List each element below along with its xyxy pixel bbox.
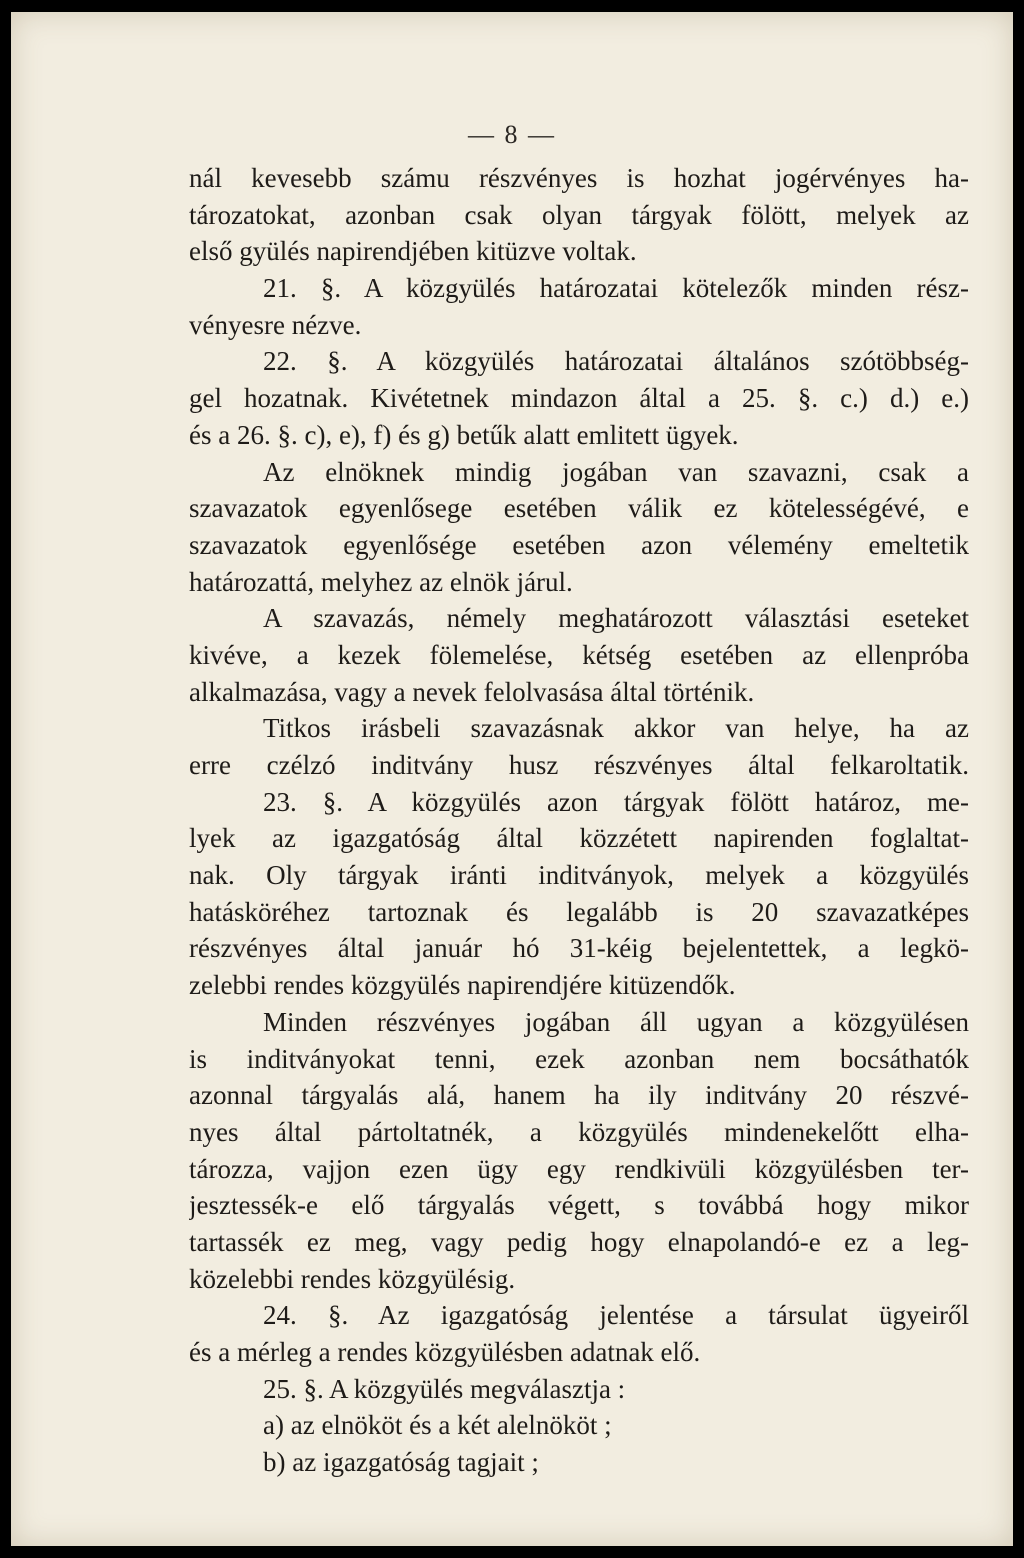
text-line: lyek az igazgatóság által közzétett napirenden foglaltat- (189, 823, 969, 854)
page-number: — 8 — (468, 120, 556, 149)
text-line: jesztessék-e elő tárgyalás végett, s továbbá hogy mikor (189, 1190, 969, 1221)
text-line: A szavazás, némely meghatározott választási eseteket (263, 603, 969, 634)
text-line: és a 26. §. c), e), f) és g) betűk alatt emlitett ügyek. (189, 419, 739, 450)
text-line: Minden részvényes jogában áll ugyan a közgyülésen (263, 1006, 969, 1037)
text-line: Titkos irásbeli szavazásnak akkor van helye, ha az (263, 713, 969, 744)
text-line: nak. Oly tárgyak iránti inditványok, melyek a közgyülés (189, 860, 969, 891)
text-line: 21. §. A közgyülés határozatai kötelezők minden rész- (263, 273, 969, 304)
text-line: 24. §. Az igazgatóság jelentése a társulat ügyeiről (263, 1300, 969, 1331)
body-text (189, 160, 969, 1481)
text-line: kivéve, a kezek fölemelése, kétség esetében az ellenpróba (189, 639, 969, 670)
text-line: szavazatok egyenlősege esetében válik ez kötelességévé, e (189, 493, 969, 524)
text-line: azonnal tárgyalás alá, hanem ha ily inditvány 20 részvé- (189, 1080, 969, 1111)
text-line: részvényes által január hó 31-kéig bejelentettek, a legkö- (189, 933, 969, 964)
text-line: tározatokat, azonban csak olyan tárgyak fölött, melyek az (189, 199, 969, 230)
text-line: első gyülés napirendjében kitüzve voltak. (189, 236, 637, 267)
text-line: nyes által pártoltatnék, a közgyülés mindenekelőtt elha- (189, 1116, 969, 1147)
text-line: tározza, vajjon ezen ügy egy rendkivüli közgyülésben ter- (189, 1153, 969, 1184)
text-line: és a mérleg a rendes közgyülésben adatnak elő. (189, 1337, 701, 1367)
text-line: 23. §. A közgyülés azon tárgyak fölött határoz, me- (263, 786, 969, 817)
text-line: Az elnöknek mindig jogában van szavazni, csak a (263, 456, 969, 487)
text-line: határozattá, melyhez az elnök járul. (189, 566, 573, 597)
text-line: szavazatok egyenlősége esetében azon vélemény emeltetik (189, 529, 969, 560)
list-item: a) az elnököt és a két alelnököt ; (263, 1410, 612, 1441)
text-line: is inditványokat tenni, ezek azonban nem bocsáthatók (189, 1043, 969, 1074)
text-line: zelebbi rendes közgyülés napirendjére kitüzendők. (189, 970, 736, 1001)
text-line: tartassék ez meg, vagy pedig hogy elnapolandó-e ez a leg- (189, 1226, 969, 1257)
text-line: hatásköréhez tartoznak és legalább is 20 szavazatképes (189, 896, 969, 927)
text-line: vényesre nézve. (189, 309, 362, 340)
text-line: 22. §. A közgyülés határozatai általános szótöbbség- (263, 346, 969, 377)
text-line: gel hozatnak. Kivétetnek mindazon által a 25. §. c.) d.) e.) (189, 383, 969, 414)
text-line: erre czélzó inditvány husz részvényes által felkaroltatik. (189, 750, 969, 780)
text-line: közelebbi rendes közgyülésig. (189, 1263, 516, 1294)
text-line: alkalmazása, vagy a nevek felolvasása által történik. (189, 676, 755, 707)
document-page (11, 12, 1013, 1546)
text-line: nál kevesebb számu részvényes is hozhat jogérvényes ha- (189, 163, 969, 193)
text-line: 25. §. A közgyülés megválasztja : (263, 1373, 626, 1404)
list-item: b) az igazgatóság tagjait ; (263, 1447, 539, 1478)
